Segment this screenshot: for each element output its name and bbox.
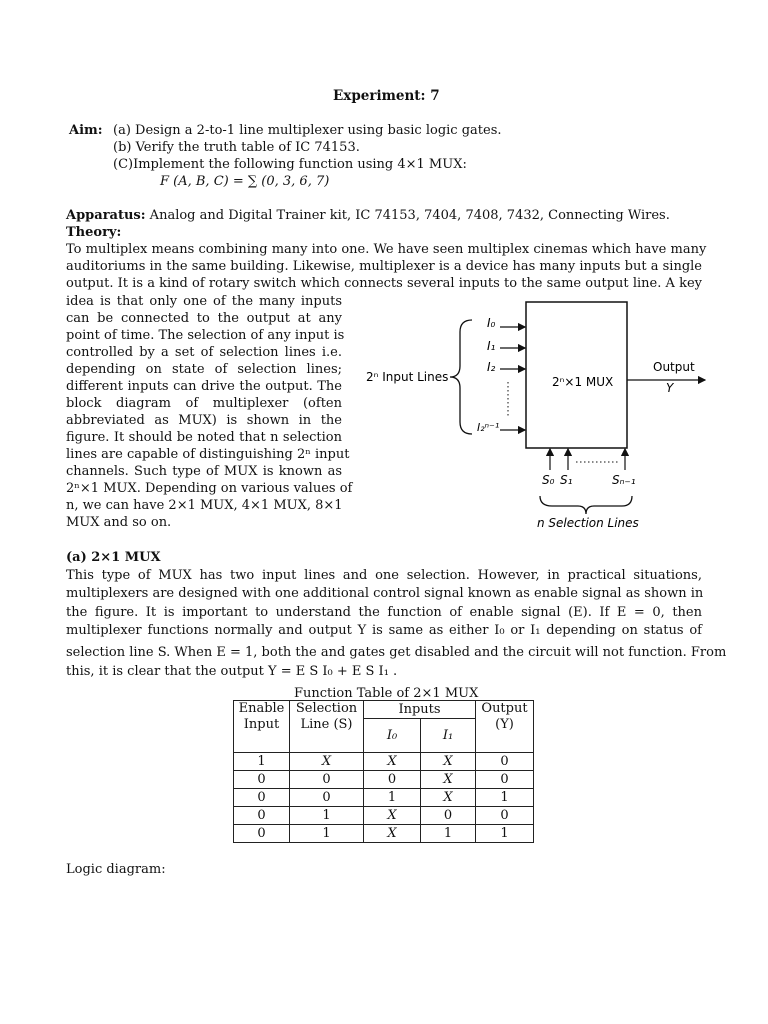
table-cell: 0	[364, 771, 421, 789]
table-cell: X	[290, 753, 364, 771]
aim-c: (C)Implement the following function using 4×1 MUX:	[113, 157, 467, 172]
theory-side-line-10: lines are capable of distinguishing 2ⁿ input	[66, 447, 350, 462]
theory-side-line-2: can be connected to the output at any	[66, 311, 342, 326]
table-cell: 0	[476, 753, 534, 771]
input-label-2: I₂	[487, 360, 496, 374]
table-cell: 1	[234, 753, 290, 771]
output-var: Y	[666, 381, 674, 395]
table-row	[234, 753, 534, 771]
section-a-line-6: this, it is clear that the output Y = E S I₀ + E S I₁ .	[66, 664, 398, 679]
table-cell: 0	[476, 771, 534, 789]
table-caption: Function Table of 2×1 MUX	[294, 686, 479, 701]
aim-a: (a) Design a 2-to-1 line multiplexer using basic logic gates.	[113, 123, 502, 138]
theory-side-line-3: point of time. The selection of any input is	[66, 328, 345, 343]
theory-side-line-7: block diagram of multiplexer (often	[66, 396, 342, 411]
table-cell: X	[421, 771, 476, 789]
section-a-line-4: multiplexer functions normally and output Y is same as either I₀ or I₁ depending on status of	[66, 623, 702, 638]
theory-line-2: auditoriums in the same building. Likewise, multiplexer is a device has many inputs but a single	[66, 259, 702, 274]
table-cell: 0	[234, 789, 290, 807]
theory-side-line-14: MUX and so on.	[66, 515, 172, 530]
table-row	[234, 825, 534, 843]
input-label-last: I₂ⁿ⁻¹	[477, 421, 500, 434]
aim-function: F (A, B, C) = ∑ (0, 3, 6, 7)	[160, 174, 330, 189]
input-label-0: I₀	[487, 316, 496, 330]
experiment-title: Experiment: 7	[333, 88, 440, 104]
theory-line-1: To multiplex means combining many into one. We have seen multiplex cinemas which have many	[66, 242, 707, 257]
table-cell: X	[364, 807, 421, 825]
table-cell: X	[421, 789, 476, 807]
theory-side-line-5: depending on state of selection lines;	[66, 362, 342, 377]
logic-diagram-label: Logic diagram:	[66, 862, 166, 877]
input-group-label: 2ⁿ Input Lines	[366, 370, 449, 384]
table-cell: X	[364, 753, 421, 771]
section-a-line-1: This type of MUX has two input lines and one selection. However, in practical situations,	[66, 568, 702, 583]
table-cell: 0	[476, 807, 534, 825]
table-cell: X	[421, 753, 476, 771]
table-cell: 0	[234, 771, 290, 789]
table-cell: 1	[364, 789, 421, 807]
header-i0: I₀	[364, 719, 421, 753]
table-cell: 1	[476, 789, 534, 807]
select-label-1: S₁	[560, 473, 573, 487]
function-table	[233, 700, 534, 843]
input-label-1: I₁	[487, 339, 496, 353]
section-a-line-3: the figure. It is important to understand the function of enable signal (E). If E = 0, then	[66, 605, 702, 620]
table-cell: X	[364, 825, 421, 843]
table-row	[234, 789, 534, 807]
theory-side-line-13: n, we can have 2×1 MUX, 4×1 MUX, 8×1	[66, 498, 343, 513]
table-row	[234, 771, 534, 789]
theory-side-line-12: 2ⁿ×1 MUX. Depending on various values of	[66, 481, 353, 496]
apparatus-text: Analog and Digital Trainer kit, IC 74153, 7404, 7408, 7432, Connecting Wires.	[145, 208, 670, 223]
apparatus	[66, 207, 670, 224]
theory-side-line-6: different inputs can drive the output. The	[66, 379, 342, 394]
header-inputs: Inputs	[364, 701, 476, 719]
table-cell: 1	[290, 825, 364, 843]
table-cell: 0	[290, 771, 364, 789]
table-cell: 1	[476, 825, 534, 843]
section-a-line-5: selection line S. When E = 1, both the and gates get disabled and the circuit will not function. From	[66, 645, 727, 660]
table-cell: 1	[421, 825, 476, 843]
section-a-heading: (a) 2×1 MUX	[66, 550, 161, 565]
theory-side-line-9: figure. It should be noted that n selection	[66, 430, 342, 445]
select-brace	[540, 496, 632, 514]
theory-side-line-11: channels. Such type of MUX is known as	[66, 464, 342, 479]
header-selection: Selection Line (S)	[290, 701, 364, 753]
table-cell: 0	[421, 807, 476, 825]
aim-label: Aim:	[69, 123, 103, 138]
select-label-0: S₀	[542, 473, 555, 487]
table-cell: 0	[290, 789, 364, 807]
mux-block-diagram	[360, 300, 720, 540]
table-cell: 1	[290, 807, 364, 825]
aim-b: (b) Verify the truth table of IC 74153.	[113, 140, 360, 155]
mux-box-label: 2ⁿ×1 MUX	[552, 375, 614, 389]
header-enable: Enable Input	[234, 701, 290, 753]
output-label: Output	[653, 360, 695, 374]
apparatus-label: Apparatus:	[66, 208, 146, 223]
theory-side-line-1: idea is that only one of the many inputs	[66, 294, 342, 309]
table-row	[234, 807, 534, 825]
select-group-label: n Selection Lines	[537, 516, 639, 530]
theory-side-line-8: abbreviated as MUX) is shown in the	[66, 413, 342, 428]
select-label-last: Sₙ₋₁	[612, 473, 636, 487]
theory-side-line-4: controlled by a set of selection lines i.e.	[66, 345, 342, 360]
section-a-line-2: multiplexers are designed with one additional control signal known as enable signal as shown in	[66, 586, 704, 601]
theory-line-3: output. It is a kind of rotary switch which connects several inputs to the same output line. A key	[66, 276, 702, 291]
header-output: Output (Y)	[476, 701, 534, 753]
table-cell: 0	[234, 807, 290, 825]
header-i1: I₁	[421, 719, 476, 753]
table-cell: 0	[234, 825, 290, 843]
theory-label: Theory:	[66, 225, 122, 240]
input-brace	[450, 320, 472, 434]
